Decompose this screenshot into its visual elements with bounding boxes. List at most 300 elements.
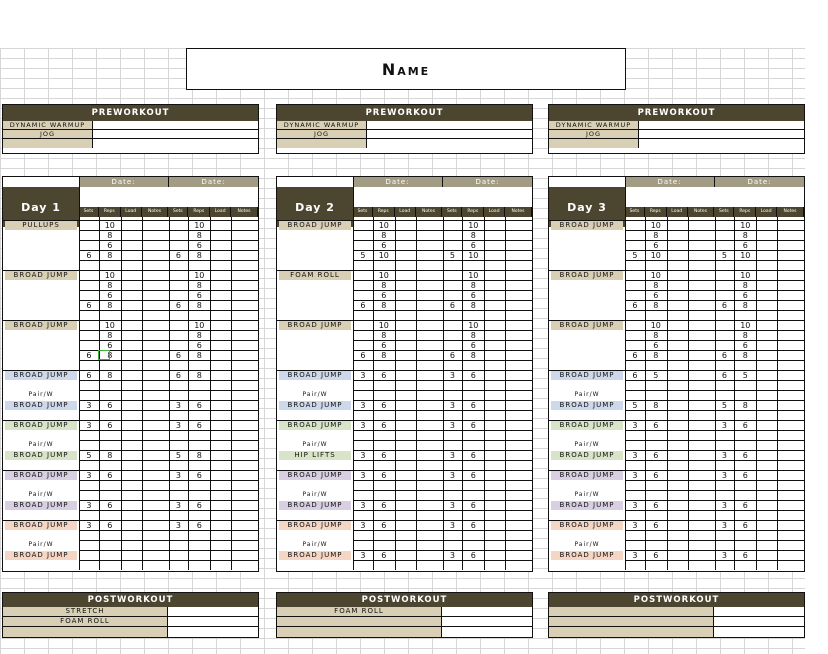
column-header: Sets <box>79 207 99 217</box>
reps-cell[interactable]: 10 <box>104 271 115 280</box>
sets-cell[interactable]: 3 <box>449 401 455 410</box>
reps-cell[interactable]: 6 <box>196 241 202 250</box>
sets-cell[interactable]: 6 <box>449 301 455 310</box>
reps-cell[interactable]: 6 <box>196 291 202 300</box>
reps-cell[interactable]: 5 <box>742 371 748 380</box>
postworkout-value[interactable] <box>168 617 258 626</box>
postworkout-box <box>276 592 533 638</box>
sets-cell[interactable]: 6 <box>360 301 366 310</box>
preworkout-label: JOG <box>277 130 367 138</box>
postworkout-value[interactable] <box>442 607 532 616</box>
sets-cell[interactable]: 6 <box>721 371 727 380</box>
reps-cell[interactable]: 10 <box>740 271 751 280</box>
preworkout-title: PREWORKOUT <box>3 105 258 121</box>
sets-cell[interactable]: 6 <box>86 301 92 310</box>
column-header: Reps <box>645 207 667 217</box>
sets-cell[interactable]: 3 <box>360 421 366 430</box>
postworkout-value[interactable] <box>168 627 258 637</box>
day-title: Day 1 <box>3 187 79 227</box>
sets-cell[interactable]: 3 <box>632 521 638 530</box>
reps-cell[interactable]: 10 <box>468 251 479 260</box>
row-line <box>79 560 258 561</box>
exercise-label: BROAD JUMP <box>5 401 77 410</box>
postworkout-value[interactable] <box>168 607 258 616</box>
preworkout-row <box>549 130 804 139</box>
day-grid-1 <box>2 176 259 572</box>
sets-cell[interactable]: 6 <box>175 351 181 360</box>
exercise-label: BROAD JUMP <box>551 271 623 280</box>
reps-cell[interactable]: 6 <box>107 501 113 510</box>
sets-cell[interactable]: 6 <box>721 301 727 310</box>
reps-cell[interactable]: 6 <box>653 451 659 460</box>
reps-cell[interactable]: 6 <box>470 401 476 410</box>
reps-cell[interactable]: 6 <box>381 401 387 410</box>
postworkout-box <box>2 592 259 638</box>
preworkout-title: PREWORKOUT <box>277 105 532 121</box>
row-line <box>353 490 532 491</box>
postworkout-box <box>548 592 805 638</box>
exercise-label: BROAD JUMP <box>5 271 77 280</box>
postworkout-row <box>277 617 532 627</box>
reps-cell[interactable]: 6 <box>653 341 659 350</box>
reps-cell[interactable]: 8 <box>653 281 659 290</box>
reps-cell[interactable]: 10 <box>740 251 751 260</box>
sets-cell[interactable]: 5 <box>721 251 727 260</box>
reps-cell[interactable]: 8 <box>470 301 476 310</box>
sets-cell[interactable]: 3 <box>360 471 366 480</box>
sets-cell[interactable]: 6 <box>86 251 92 260</box>
reps-cell[interactable]: 10 <box>650 251 661 260</box>
reps-cell[interactable]: 8 <box>742 401 748 410</box>
sets-cell[interactable]: 3 <box>632 501 638 510</box>
sets-cell[interactable]: 6 <box>632 371 638 380</box>
row-line <box>353 390 532 391</box>
exercise-label: BROAD JUMP <box>5 421 77 430</box>
reps-cell[interactable]: 10 <box>378 251 389 260</box>
selected-cell[interactable] <box>98 350 110 360</box>
sets-cell[interactable]: 6 <box>175 251 181 260</box>
reps-cell[interactable]: 8 <box>107 451 113 460</box>
column-header: Reps <box>188 207 210 217</box>
preworkout-label: DYNAMIC WARMUP <box>549 121 639 129</box>
preworkout-row <box>277 121 532 130</box>
reps-cell[interactable]: 6 <box>742 241 748 250</box>
sets-cell[interactable]: 6 <box>175 371 181 380</box>
exercise-label: BROAD JUMP <box>279 551 351 560</box>
sets-cell[interactable]: 6 <box>449 351 455 360</box>
column-divider <box>532 217 533 570</box>
reps-cell[interactable]: 6 <box>653 241 659 250</box>
column-headers <box>79 207 258 217</box>
postworkout-label <box>277 617 442 626</box>
sets-cell[interactable]: 5 <box>721 401 727 410</box>
pair-label: Pair/W <box>28 391 54 398</box>
sets-cell[interactable]: 3 <box>721 471 727 480</box>
column-header: Reps <box>99 207 121 217</box>
reps-cell[interactable]: 10 <box>104 221 115 230</box>
sets-cell[interactable]: 3 <box>360 521 366 530</box>
preworkout-label: JOG <box>3 130 93 138</box>
sets-cell[interactable]: 3 <box>86 521 92 530</box>
reps-cell[interactable]: 6 <box>381 421 387 430</box>
sets-cell[interactable]: 6 <box>721 351 727 360</box>
preworkout-row <box>277 130 532 139</box>
reps-cell[interactable]: 6 <box>470 371 476 380</box>
sets-cell[interactable]: 3 <box>86 501 92 510</box>
reps-cell[interactable]: 8 <box>107 251 113 260</box>
reps-cell[interactable]: 6 <box>470 471 476 480</box>
preworkout-value[interactable] <box>639 121 804 129</box>
postworkout-row <box>277 607 532 617</box>
column-divider <box>258 217 259 570</box>
reps-cell[interactable]: 6 <box>742 501 748 510</box>
exercise-label: BROAD JUMP <box>279 371 351 380</box>
reps-cell[interactable]: 6 <box>470 521 476 530</box>
sets-cell[interactable]: 6 <box>86 371 92 380</box>
reps-cell[interactable]: 6 <box>381 521 387 530</box>
sets-cell[interactable]: 3 <box>632 551 638 560</box>
reps-cell[interactable]: 6 <box>381 241 387 250</box>
sets-cell[interactable]: 3 <box>721 421 727 430</box>
postworkout-label <box>549 627 714 637</box>
reps-cell[interactable]: 6 <box>196 341 202 350</box>
reps-cell[interactable]: 6 <box>381 451 387 460</box>
sets-cell[interactable]: 3 <box>721 551 727 560</box>
sets-cell[interactable]: 6 <box>632 301 638 310</box>
reps-cell[interactable]: 8 <box>196 331 202 340</box>
reps-cell[interactable]: 8 <box>742 331 748 340</box>
reps-cell[interactable]: 8 <box>470 331 476 340</box>
sets-cell[interactable]: 3 <box>360 401 366 410</box>
reps-cell[interactable]: 8 <box>470 351 476 360</box>
sets-cell[interactable]: 3 <box>449 521 455 530</box>
pair-label: Pair/W <box>574 391 600 398</box>
sets-cell[interactable]: 5 <box>632 251 638 260</box>
postworkout-label <box>549 607 714 616</box>
exercise-label: BROAD JUMP <box>5 471 77 480</box>
reps-cell[interactable]: 6 <box>742 451 748 460</box>
reps-cell[interactable]: 8 <box>107 281 113 290</box>
label-divider <box>625 177 626 217</box>
sets-cell[interactable]: 3 <box>449 551 455 560</box>
row-line <box>79 550 258 551</box>
reps-cell[interactable]: 6 <box>381 551 387 560</box>
reps-cell[interactable]: 8 <box>196 451 202 460</box>
sets-cell[interactable]: 3 <box>632 421 638 430</box>
reps-cell[interactable]: 6 <box>196 421 202 430</box>
reps-cell[interactable]: 10 <box>378 321 389 330</box>
reps-cell[interactable]: 6 <box>742 421 748 430</box>
reps-cell[interactable]: 10 <box>740 221 751 230</box>
name-label: Name <box>381 59 431 79</box>
reps-cell[interactable]: 8 <box>653 301 659 310</box>
preworkout-value[interactable] <box>367 130 532 138</box>
reps-cell[interactable]: 8 <box>653 231 659 240</box>
reps-cell[interactable]: 6 <box>653 521 659 530</box>
sets-cell[interactable]: 5 <box>449 251 455 260</box>
preworkout-label: DYNAMIC WARMUP <box>277 121 367 129</box>
reps-cell[interactable]: 6 <box>107 421 113 430</box>
preworkout-value[interactable] <box>367 121 532 129</box>
sets-cell[interactable]: 5 <box>175 451 181 460</box>
postworkout-value[interactable] <box>442 627 532 637</box>
pair-label: Pair/W <box>574 491 600 498</box>
sets-cell[interactable]: 3 <box>86 421 92 430</box>
row-line <box>625 390 804 391</box>
postworkout-row <box>549 617 804 627</box>
exercise-label: BROAD JUMP <box>551 521 623 530</box>
reps-cell[interactable]: 10 <box>650 271 661 280</box>
preworkout-row <box>3 130 258 139</box>
reps-cell[interactable]: 8 <box>107 351 113 360</box>
reps-cell[interactable]: 6 <box>653 501 659 510</box>
reps-cell[interactable]: 8 <box>196 351 202 360</box>
reps-cell[interactable]: 6 <box>107 241 113 250</box>
pair-label: Pair/W <box>302 441 328 448</box>
sets-cell[interactable]: 3 <box>449 371 455 380</box>
column-header: Reps <box>373 207 395 217</box>
reps-cell[interactable]: 6 <box>381 341 387 350</box>
reps-cell[interactable]: 6 <box>742 341 748 350</box>
reps-cell[interactable]: 8 <box>107 371 113 380</box>
sets-cell[interactable]: 3 <box>360 371 366 380</box>
pair-label: Pair/W <box>302 491 328 498</box>
column-headers <box>353 207 532 217</box>
reps-cell[interactable]: 6 <box>470 451 476 460</box>
row-line <box>79 390 258 391</box>
reps-cell[interactable]: 10 <box>104 321 115 330</box>
preworkout-value[interactable] <box>639 139 804 148</box>
pair-label: Pair/W <box>302 541 328 548</box>
exercise-label: BROAD JUMP <box>551 371 623 380</box>
reps-cell[interactable]: 6 <box>107 291 113 300</box>
column-header: Notes <box>777 207 804 217</box>
exercise-label: BROAD JUMP <box>5 501 77 510</box>
reps-cell[interactable]: 10 <box>468 321 479 330</box>
reps-cell[interactable]: 8 <box>107 231 113 240</box>
reps-cell[interactable]: 8 <box>196 281 202 290</box>
reps-cell[interactable]: 6 <box>470 501 476 510</box>
exercise-label: BROAD JUMP <box>551 551 623 560</box>
reps-cell[interactable]: 8 <box>742 301 748 310</box>
sets-cell[interactable]: 3 <box>175 521 181 530</box>
sets-cell[interactable]: 3 <box>721 521 727 530</box>
date-header[interactable]: Date: <box>79 177 169 187</box>
reps-cell[interactable]: 6 <box>470 341 476 350</box>
reps-cell[interactable]: 10 <box>650 321 661 330</box>
reps-cell[interactable]: 6 <box>470 551 476 560</box>
name-field[interactable] <box>186 48 626 90</box>
sets-cell[interactable]: 3 <box>360 551 366 560</box>
sets-cell[interactable]: 5 <box>632 401 638 410</box>
exercise-label: BROAD JUMP <box>279 521 351 530</box>
reps-cell[interactable]: 6 <box>470 421 476 430</box>
postworkout-value[interactable] <box>714 607 804 616</box>
pair-label: Pair/W <box>28 441 54 448</box>
column-header: Sets <box>442 207 462 217</box>
postworkout-row <box>3 617 258 627</box>
sets-cell[interactable]: 3 <box>449 501 455 510</box>
postworkout-title: POSTWORKOUT <box>3 593 258 607</box>
reps-cell[interactable]: 6 <box>653 551 659 560</box>
reps-cell[interactable]: 8 <box>196 251 202 260</box>
reps-cell[interactable]: 6 <box>107 471 113 480</box>
reps-cell[interactable]: 6 <box>107 401 113 410</box>
sets-cell[interactable]: 3 <box>449 421 455 430</box>
postworkout-row <box>3 607 258 617</box>
preworkout-value[interactable] <box>93 130 258 138</box>
reps-cell[interactable]: 8 <box>653 331 659 340</box>
postworkout-value[interactable] <box>714 617 804 626</box>
sets-cell[interactable]: 5 <box>360 251 366 260</box>
column-header: Sets <box>353 207 373 217</box>
exercise-label: BROAD JUMP <box>551 321 623 330</box>
date-header[interactable]: Date: <box>443 177 533 187</box>
exercise-label: BROAD JUMP <box>5 321 77 330</box>
sets-cell[interactable]: 5 <box>86 451 92 460</box>
postworkout-value[interactable] <box>442 617 532 626</box>
date-header[interactable]: Date: <box>715 177 805 187</box>
preworkout-row <box>3 121 258 130</box>
exercise-label: BROAD JUMP <box>279 221 351 230</box>
sets-cell[interactable]: 3 <box>632 471 638 480</box>
reps-cell[interactable]: 8 <box>653 401 659 410</box>
reps-cell[interactable]: 6 <box>470 291 476 300</box>
column-header: Notes <box>505 207 532 217</box>
reps-cell[interactable]: 6 <box>742 291 748 300</box>
reps-cell[interactable]: 8 <box>742 281 748 290</box>
pair-label: Pair/W <box>302 391 328 398</box>
day-grid-3 <box>548 176 805 572</box>
reps-cell[interactable]: 8 <box>196 231 202 240</box>
exercise-label: BROAD JUMP <box>279 401 351 410</box>
sets-cell[interactable]: 6 <box>175 301 181 310</box>
column-header: Sets <box>714 207 734 217</box>
reps-cell[interactable]: 6 <box>381 371 387 380</box>
postworkout-value[interactable] <box>714 627 804 637</box>
exercise-label: FOAM ROLL <box>279 271 351 280</box>
reps-cell[interactable]: 6 <box>381 291 387 300</box>
reps-cell[interactable]: 8 <box>742 351 748 360</box>
reps-cell[interactable]: 8 <box>196 301 202 310</box>
column-header: Reps <box>462 207 484 217</box>
reps-cell[interactable]: 8 <box>470 231 476 240</box>
preworkout-value[interactable] <box>93 139 258 148</box>
reps-cell[interactable]: 6 <box>381 501 387 510</box>
exercise-label: BROAD JUMP <box>279 321 351 330</box>
reps-cell[interactable]: 6 <box>470 241 476 250</box>
date-header[interactable]: Date: <box>353 177 443 187</box>
reps-cell[interactable]: 10 <box>194 221 205 230</box>
preworkout-label <box>277 139 367 148</box>
column-headers <box>625 207 804 217</box>
reps-cell[interactable]: 10 <box>194 271 205 280</box>
reps-cell[interactable]: 10 <box>650 221 661 230</box>
reps-cell[interactable]: 8 <box>742 231 748 240</box>
row-line <box>353 440 532 441</box>
reps-cell[interactable]: 6 <box>381 471 387 480</box>
sets-cell[interactable]: 3 <box>175 471 181 480</box>
column-header: Load <box>395 207 416 217</box>
reps-cell[interactable]: 6 <box>196 501 202 510</box>
reps-cell[interactable]: 5 <box>653 371 659 380</box>
exercise-label: PULLUPS <box>5 221 77 230</box>
reps-cell[interactable]: 6 <box>107 521 113 530</box>
reps-cell[interactable]: 10 <box>378 271 389 280</box>
sets-cell[interactable]: 3 <box>449 451 455 460</box>
reps-cell[interactable]: 8 <box>470 281 476 290</box>
preworkout-label: DYNAMIC WARMUP <box>3 121 93 129</box>
sets-cell[interactable]: 3 <box>175 401 181 410</box>
exercise-label: BROAD JUMP <box>5 451 77 460</box>
reps-cell[interactable]: 6 <box>196 521 202 530</box>
date-header[interactable]: Date: <box>625 177 715 187</box>
sets-cell[interactable]: 3 <box>86 471 92 480</box>
sets-cell[interactable]: 3 <box>360 501 366 510</box>
reps-cell[interactable]: 8 <box>381 231 387 240</box>
preworkout-title: PREWORKOUT <box>549 105 804 121</box>
reps-cell[interactable]: 10 <box>378 221 389 230</box>
sets-cell[interactable]: 6 <box>86 351 92 360</box>
preworkout-label <box>549 139 639 148</box>
postworkout-title: POSTWORKOUT <box>277 593 532 607</box>
date-header[interactable]: Date: <box>169 177 259 187</box>
reps-cell[interactable]: 8 <box>381 301 387 310</box>
sets-cell[interactable]: 3 <box>721 451 727 460</box>
reps-cell[interactable]: 8 <box>107 301 113 310</box>
reps-cell[interactable]: 8 <box>381 351 387 360</box>
sets-cell[interactable]: 3 <box>175 501 181 510</box>
reps-cell[interactable]: 8 <box>381 331 387 340</box>
reps-cell[interactable]: 10 <box>740 321 751 330</box>
reps-cell[interactable]: 10 <box>468 271 479 280</box>
sets-cell[interactable]: 6 <box>360 351 366 360</box>
sets-cell[interactable]: 3 <box>360 451 366 460</box>
preworkout-value[interactable] <box>639 130 804 138</box>
reps-cell[interactable]: 6 <box>196 401 202 410</box>
reps-cell[interactable]: 6 <box>653 291 659 300</box>
preworkout-label <box>3 139 93 148</box>
reps-cell[interactable]: 6 <box>742 471 748 480</box>
sets-cell[interactable]: 3 <box>86 401 92 410</box>
exercise-label: BROAD JUMP <box>551 221 623 230</box>
reps-cell[interactable]: 8 <box>196 371 202 380</box>
preworkout-box <box>276 104 533 154</box>
sets-cell[interactable]: 3 <box>632 451 638 460</box>
exercise-label: BROAD JUMP <box>5 371 77 380</box>
reps-cell[interactable]: 8 <box>381 281 387 290</box>
preworkout-value[interactable] <box>367 139 532 148</box>
preworkout-value[interactable] <box>93 121 258 129</box>
sets-cell[interactable]: 3 <box>175 421 181 430</box>
top-margin <box>0 0 828 48</box>
reps-cell[interactable]: 8 <box>653 351 659 360</box>
reps-cell[interactable]: 10 <box>194 321 205 330</box>
reps-cell[interactable]: 10 <box>468 221 479 230</box>
row-line <box>625 540 804 541</box>
reps-cell[interactable]: 6 <box>742 551 748 560</box>
reps-cell[interactable]: 6 <box>653 471 659 480</box>
reps-cell[interactable]: 6 <box>107 341 113 350</box>
reps-cell[interactable]: 6 <box>653 421 659 430</box>
sets-cell[interactable]: 3 <box>449 471 455 480</box>
reps-cell[interactable]: 6 <box>196 471 202 480</box>
sets-cell[interactable]: 6 <box>632 351 638 360</box>
day-grid-2 <box>276 176 533 572</box>
reps-cell[interactable]: 6 <box>742 521 748 530</box>
reps-cell[interactable]: 8 <box>107 331 113 340</box>
sets-cell[interactable]: 3 <box>721 501 727 510</box>
